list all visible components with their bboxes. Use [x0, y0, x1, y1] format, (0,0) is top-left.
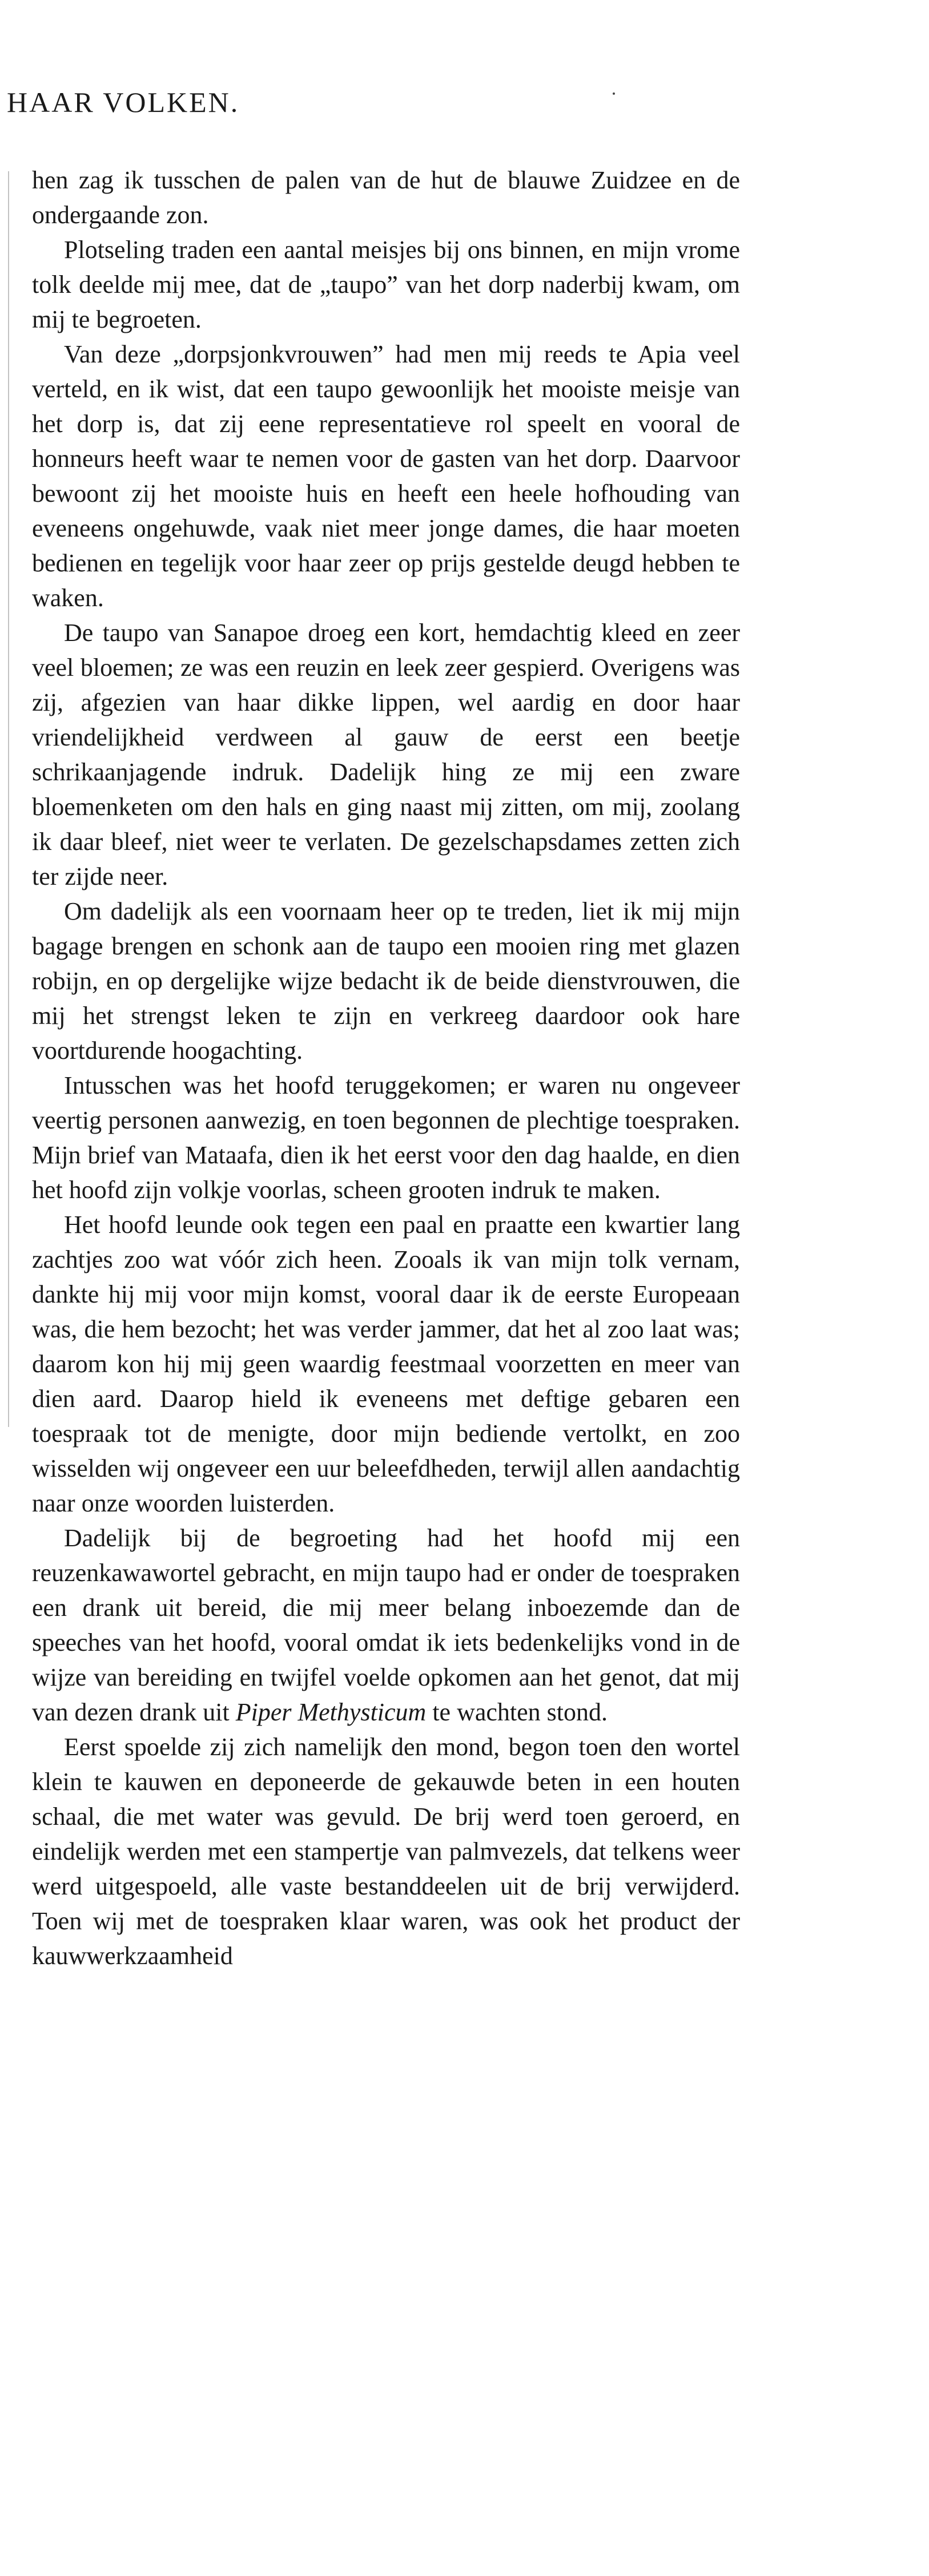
paragraph: Van deze „dorpsjonkvrouwen” had men mij reeds te Apia veel verteld, en ik wist, dat een taupo gewoonlijk het mooiste meisje van het dorp is, dat zij eene representatieve rol speelt en vooral de honneurs heeft waar te nemen voor de gasten van het dorp. Daarvoor bewoont zij het mooiste huis en heeft een heele hofhouding van eveneens ongehuwde, vaak niet meer jonge dames, die haar moeten bedienen en tegelijk voor haar zeer op prijs gestelde deugd hebben te waken. — [32, 340, 740, 612]
paragraph: Eerst spoelde zij zich namelijk den mond, begon toen den wortel klein te kauwen en deponeerde de gekauwde beten in een houten schaal, die met water was gevuld. De brij werd toen geroerd, en eindelijk werden met een stampertje van palmvezels, dat telkens weer werd uitgespoeld, alle vaste bestanddeelen uit de brij verwijderd. Toen wij met de toespraken klaar waren, was ook het product der kauwwerkzaamheid — [32, 1733, 740, 1970]
paragraph-text: Dadelijk bij de begroeting had het hoofd mij een reuzenkawawortel gebracht, en mijn taupo had er onder de toespraken een drank uit bereid, die mij meer belang inboezemde dan de speeches van het hoofd, vooral omdat ik iets bedenkelijks vond in de wijze van bereiding en twijfel voelde opkomen aan het genot, dat mij van dezen drank uit — [32, 1524, 740, 1726]
page-speck — [613, 92, 615, 95]
paragraph: Plotseling traden een aantal meisjes bij ons binnen, en mijn vrome tolk deelde mij mee, dat de „taupo” van het dorp naderbij kwam, om mij te begroeten. — [32, 236, 740, 333]
margin-rule — [8, 171, 9, 1427]
paragraph: De taupo van Sanapoe droeg een kort, hemdachtig kleed en zeer veel bloemen; ze was een reuzin en leek zeer gespierd. Overigens was zij, afgezien van haar dikke lippen, wel aardig en door haar vriendelijkheid verdween al gauw de eerst een beetje schrikaanjagende indruk. Dadelijk hing ze mij een zware bloemenketen om den hals en ging naast mij zitten, om mij, zoolang ik daar bleef, niet weer te verlaten. De gezelschapsdames zetten zich ter zijde neer. — [32, 619, 740, 890]
paragraph: Het hoofd leunde ook tegen een paal en praatte een kwartier lang zachtjes zoo wat vóór zich heen. Zooals ik van mijn tolk vernam, dankte hij mij voor mijn komst, vooral daar ik de eerste Europeaan was, die hem bezocht; het was verder jammer, dat het al zoo laat was; daarom kon hij mij geen waardig feestmaal voorzetten en meer van dien aard. Daarop hield ik eveneens met deftige gebaren een toespraak tot de menigte, door mijn bediende vertolkt, en zoo wisselden wij ongeveer een uur beleefdheden, terwijl allen aandachtig naar onze woorden luisterden. — [32, 1211, 740, 1517]
running-head: HAAR VOLKEN. — [7, 86, 240, 118]
italic-term: Piper Methysticum — [235, 1698, 427, 1726]
paragraph-tail: te wachten stond. — [426, 1698, 608, 1726]
paragraph: Intusschen was het hoofd teruggekomen; er waren nu ongeveer veertig personen aanwezig, en toen begonnen de plechtige toespraken. Mijn brief van Mataafa, dien ik het eerst voor den dag haalde, en dien het hoofd zijn volkje voorlas, scheen grooten indruk te maken. — [32, 1071, 740, 1204]
paragraph: Om dadelijk als een voornaam heer op te treden, liet ik mij mijn bagage brengen en schonk aan de taupo een mooien ring met glazen robijn, en op dergelijke wijze bedacht ik de beide dienstvrouwen, die mij het strengst leken te zijn en verkreeg daardoor ook hare voortdurende hoogachting. — [32, 897, 740, 1065]
paragraph: hen zag ik tusschen de palen van de hut de blauwe Zuidzee en de ondergaande zon. — [32, 166, 740, 229]
paragraph-with-italic — [32, 1521, 740, 1730]
body-text — [32, 163, 740, 1973]
